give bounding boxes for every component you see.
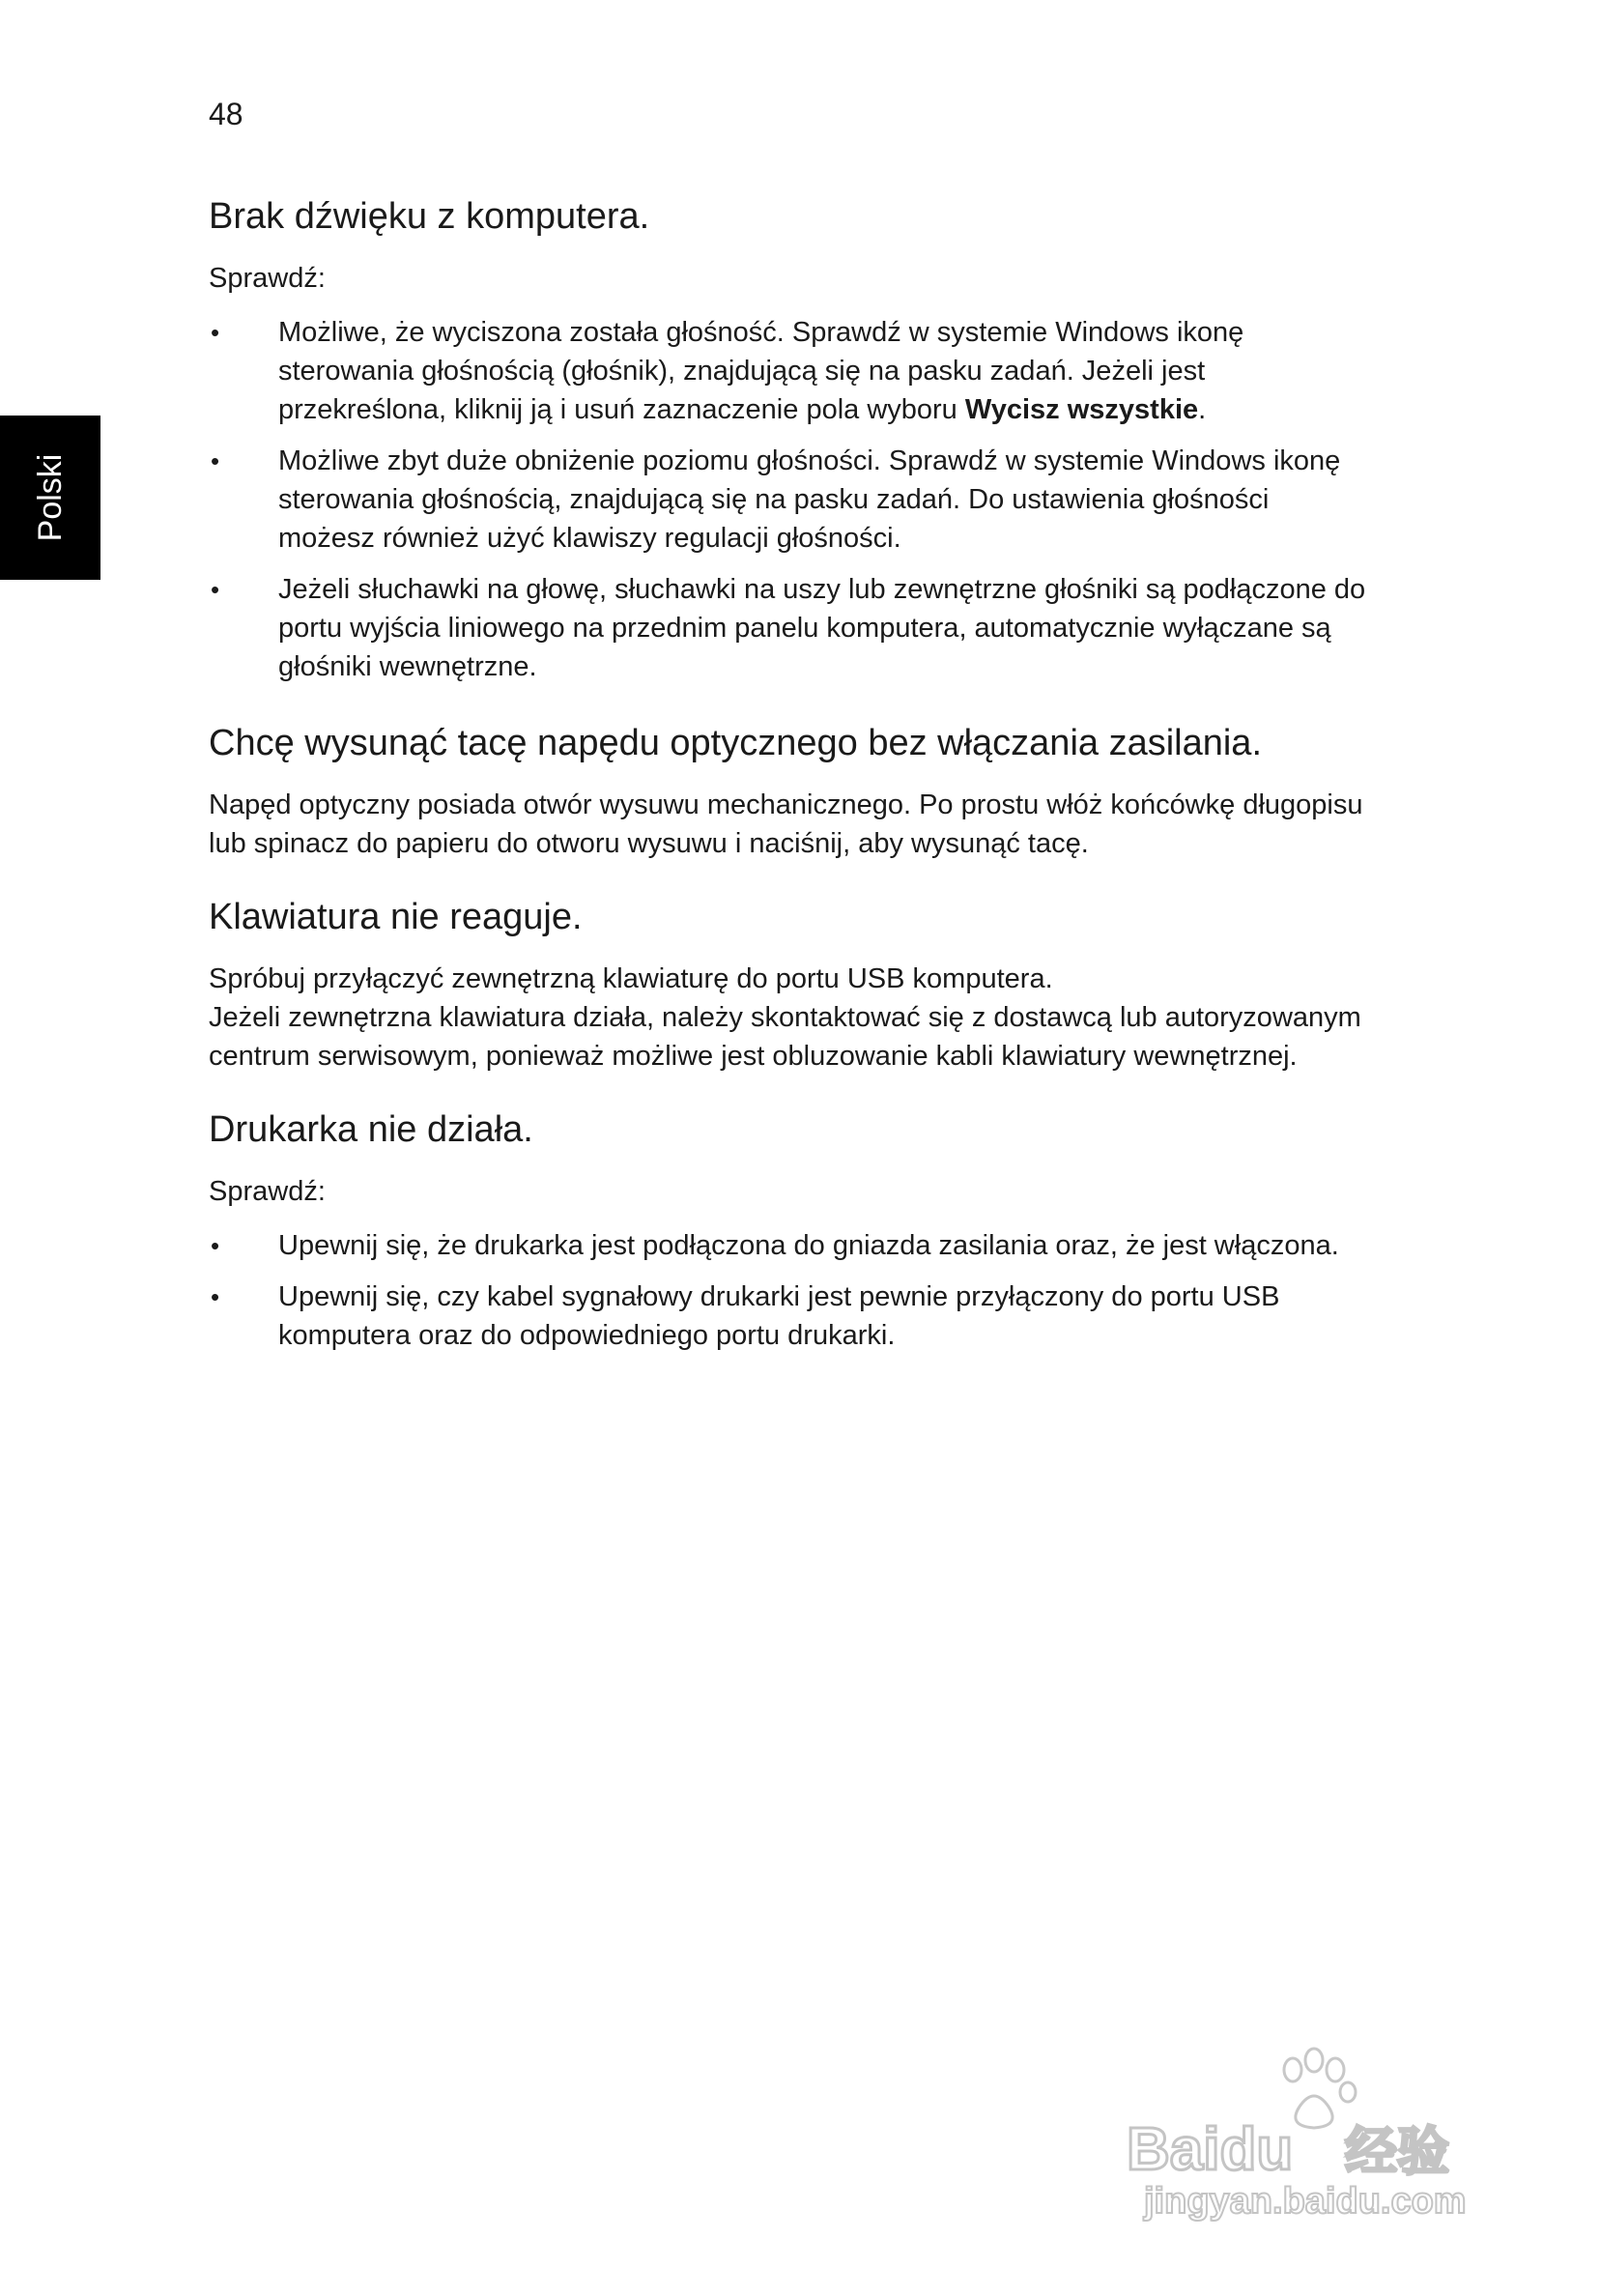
list-item-text: Jeżeli słuchawki na głowę, słuchawki na uszy lub zewnętrzne głośniki są podłączone do portu wyjścia liniowego na przednim panelu komputera, automatycznie wyłączane są głośniki wewnętrzne. xyxy=(278,574,1366,682)
check-label: Sprawdź: xyxy=(209,263,326,294)
watermark-brand: Baidu xyxy=(1127,2116,1294,2183)
baidu-watermark-logo xyxy=(1121,2039,1507,2223)
list-item-text-end: . xyxy=(1198,394,1207,425)
watermark-cn: 经验 xyxy=(1345,2121,1449,2182)
bullet-icon: • xyxy=(211,575,220,604)
bullet-icon: • xyxy=(211,1282,220,1311)
list-item xyxy=(209,313,1368,429)
section-title-no-sound: Brak dźwięku z komputera. xyxy=(209,196,650,237)
check-label: Sprawdź: xyxy=(209,1176,326,1207)
list-item-text: Upewnij się, że drukarka jest podłączona do gniazda zasilania oraz, że jest włączona. xyxy=(278,1230,1339,1261)
paragraph: Napęd optyczny posiada otwór wysuwu mechanicznego. Po prostu włóż końcówkę długopisu lub spinacz do papieru do otworu wysuwu i naciśnij, aby wysunąć tacę. xyxy=(209,789,1363,859)
paragraph: Spróbuj przyłączyć zewnętrzną klawiaturę do portu USB komputera. xyxy=(209,963,1053,994)
list-item-text: Upewnij się, czy kabel sygnałowy drukarki jest pewnie przyłączony do portu USB komputera oraz do odpowiedniego portu drukarki. xyxy=(278,1281,1280,1351)
bullet-list xyxy=(209,313,1368,686)
paragraph: Jeżeli zewnętrzna klawiatura działa, należy skontaktować się z dostawcą lub autoryzowanym centrum serwisowym, ponieważ możliwe jest obluzowanie kabli klawiatury wewnętrznej. xyxy=(209,1002,1361,1072)
watermark-url: jingyan.baidu.com xyxy=(1144,2181,1467,2222)
bullet-icon: • xyxy=(211,1231,220,1260)
bullet-list xyxy=(209,1226,1368,1355)
list-item-bold-text: Wycisz wszystkie xyxy=(964,394,1199,425)
list-item xyxy=(209,570,1368,686)
list-item-text: Możliwe, że wyciszona została głośność. Sprawdź w systemie Windows ikonę sterowania głośnością (głośnik), znajdującą się na pasku zadań. Jeżeli jest przekreślona, kliknij ją i usuń zaznaczenie pola wyboru xyxy=(278,317,1244,425)
section-title-keyboard: Klawiatura nie reaguje. xyxy=(209,897,583,937)
language-side-tab xyxy=(0,416,100,580)
page-number: 48 xyxy=(209,97,243,131)
list-item xyxy=(209,1277,1368,1355)
list-item xyxy=(209,442,1368,558)
list-item xyxy=(209,1226,1368,1265)
section-title-printer: Drukarka nie działa. xyxy=(209,1109,533,1150)
section-title-optical-tray: Chcę wysunąć tacę napędu optycznego bez włączania zasilania. xyxy=(209,723,1262,763)
list-item-text: Możliwe zbyt duże obniżenie poziomu głośności. Sprawdź w systemie Windows ikonę sterowania głośnością, znajdującą się na pasku zadań. Do ustawienia głośności możesz również użyć klawiszy regulacji głośności. xyxy=(278,445,1341,554)
language-side-tab-label: Polski xyxy=(32,453,69,542)
bullet-icon: • xyxy=(211,318,220,347)
page-content xyxy=(209,193,1368,1367)
bullet-icon: • xyxy=(211,446,220,475)
